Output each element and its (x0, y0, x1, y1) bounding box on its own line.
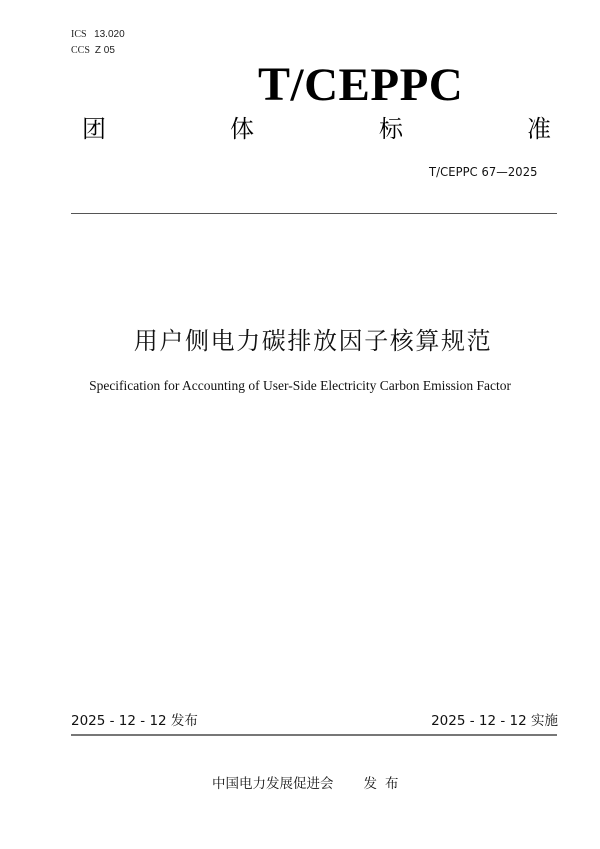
standard-number: T/CEPPC 67—2025 (429, 164, 538, 179)
ccs-value: Z 05 (94, 45, 115, 56)
publisher (212, 774, 407, 794)
ics-value: 13.020 (94, 29, 125, 40)
publisher-verb: 发布 (363, 776, 407, 792)
ccs-code (71, 45, 115, 57)
publisher-name: 中国电力发展促进会 (212, 776, 334, 792)
org-logo (258, 60, 463, 110)
ccs-label: CCS (71, 45, 90, 56)
ics-code (71, 29, 125, 41)
implementation-date: 2025 - 12 - 12 实施 (431, 713, 558, 729)
org-logo-rest: /CEPPC (290, 59, 464, 111)
standard-type-char-4: 准 (527, 115, 551, 143)
standard-type-char-1: 团 (82, 115, 106, 143)
top-divider (71, 213, 557, 214)
bottom-divider (71, 734, 557, 736)
standard-type-char-3: 标 (379, 115, 403, 143)
standard-type-char-2: 体 (230, 115, 254, 143)
document-title-zh: 用户侧电力碳排放因子核算规范 (133, 327, 493, 355)
document-title-en: Specification for Accounting of User-Side Electricity Carbon Emission Factor (89, 378, 511, 393)
issue-date: 2025 - 12 - 12 发布 (71, 713, 198, 729)
ics-label: ICS (71, 29, 87, 40)
org-logo-prefix: T (258, 58, 291, 111)
